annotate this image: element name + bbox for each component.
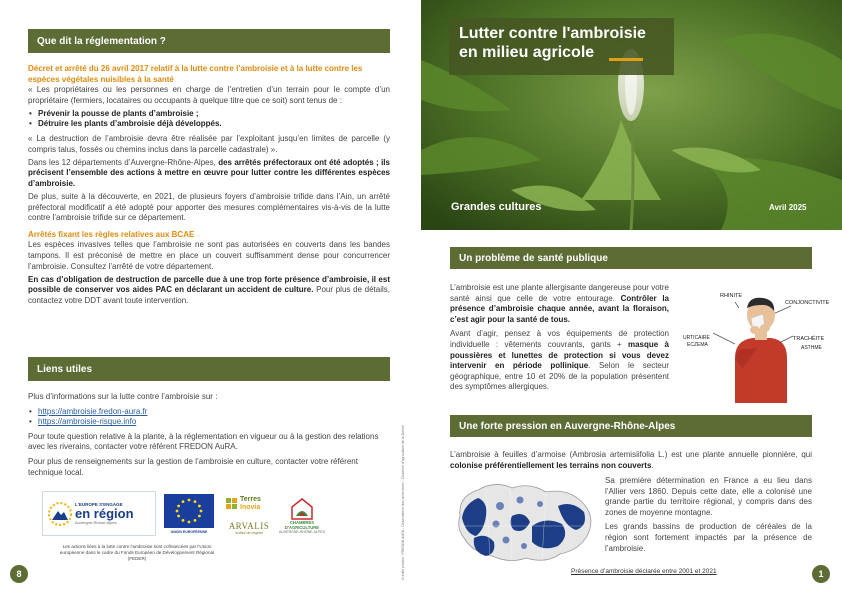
publication-date: Avril 2025 [769, 203, 807, 212]
title-accent-bar [609, 58, 643, 61]
link-fredon[interactable]: https://ambroisie.fredon-aura.fr [38, 406, 148, 416]
arvalis-line2: Institut du végétal [235, 531, 263, 535]
symptom-asthme: ASTHME [801, 345, 822, 351]
presence-map [450, 476, 598, 566]
photo-credits: Crédits photos : FREDON AuRA - Observatoire des ambroisies - Chambre d'agriculture de la Drôme [401, 424, 405, 580]
quote-destruction: « La destruction de l’ambroisie devra être réalisée par l’exploitant jusqu’en limites de parcelle (y compris talus, fossés ou chemins inclus dans la parcelle cadastrale) ». [28, 134, 390, 154]
section-header-label: Une forte pression en Auvergne-Rhône-Alpes [459, 420, 676, 432]
page-number-label: 8 [16, 569, 22, 579]
region-line2: en région [75, 506, 134, 521]
reglementation-body [28, 64, 390, 309]
contact-fredon: Pour toute question relative à la plante, à la réglementation en vigueur ou à la gestion des relations avec les riverains, contacter votre référent FREDON AuRA. [28, 431, 379, 452]
quote-obligations: « Les propriétaires ou les personnes en charge de l’entretien d’un terrain pour le compte d’un propriétaire (fermiers, locataires ou occupants à quelque titre que ce soit) sont tenus de : [28, 85, 390, 105]
depts-text: Dans les 12 départements d’Auvergne-Rhône-Alpes, [28, 157, 219, 167]
logo-union-europeenne [162, 491, 216, 536]
list-item: • Prévenir la pousse de plants d’ambroisie ; [28, 109, 390, 120]
depts-paragraph [28, 158, 390, 190]
protection-bold: masque à poussières et lunettes de protection si vous devez intervenir en période pollinique [450, 339, 670, 371]
logo-arvalis [226, 518, 272, 538]
trifide-paragraph: De plus, suite à la découverte, en 2021, de plusieurs foyers d’ambroisie trifide dans l’Ain, un arrêté préfectoral modificatif a été adopté pour apporter des mesures complémentaires vis-à-vis de la lutte contre l’ambroisie trifide sur ce département. [28, 192, 390, 223]
page-number [10, 565, 28, 583]
symptom-tracheite: TRACHÉITE [793, 336, 825, 342]
pression-bold: colonise préférentiellement les terrains non couverts [450, 460, 652, 470]
symptoms-illustration [673, 278, 838, 403]
logo-europe-region [42, 491, 156, 536]
section-header-pression [450, 415, 812, 437]
section-header-reglementation [28, 29, 390, 53]
section-header-sante [450, 247, 812, 269]
pression-details [605, 476, 812, 557]
symptom-conjonctivite: CONJONCTIVITE [785, 300, 830, 306]
pac-bold: En cas d’obligation de destruction de parcelle due à une trop forte présence d’ambroisie, il est possible de conserver vos aides PAC en déclarant un accident de culture. [28, 274, 390, 295]
chambre-line3: AUVERGNE-RHÔNE-ALPES [279, 530, 325, 534]
cover-photo-ambroisie [421, 0, 842, 230]
brochure-subtitle: Grandes cultures [451, 201, 542, 213]
terres-line1: Terres [240, 496, 261, 503]
section-header-label: Liens utiles [37, 363, 93, 375]
pression-text-end: . [651, 460, 654, 470]
chambre-agri-icon [290, 498, 314, 520]
section-header-label: Un problème de santé publique [459, 252, 608, 264]
liens-intro: Plus d’informations sur la lutte contre l’ambroisie sur : [28, 392, 218, 401]
bcae-title: Arrêtés fixant les règles relatives aux BCAE [28, 229, 195, 239]
pac-paragraph [28, 275, 390, 307]
chambre-line2: D'AGRICULTURE [284, 525, 320, 530]
bcae-text: Les espèces invasives telles que l’ambroisie ne sont pas autorisées en couverts dans les bandes tampons. Il est préconisé de mettre en place un couvert suffisamment dense pour concurrencer l’ambroisie. Consultez l’arrêté de votre département. [28, 240, 390, 271]
front-page [421, 0, 842, 595]
terres-line2: Inovia [240, 504, 261, 511]
section-header-label: Que dit la réglementation ? [37, 35, 166, 47]
logo-terres-inovia [226, 494, 272, 514]
list-item: • Détruire les plants d’ambroisie déjà développés. [28, 119, 390, 130]
sante-bold: Contrôler la présence d’ambroisie chaque année, avant la floraison, c’est agir pour la santé de tous. [450, 293, 669, 324]
protection-text-end: . Selon le secteur géographique, entre 10 et 20% de la population présentent des symptômes allergiques. [450, 361, 669, 392]
section-header-liens [28, 357, 390, 381]
protection-text: Avant d’agir, pensez à vos équipements de protection individuelle : vêtements couvrants, gants + [450, 329, 669, 349]
region-presence-map [450, 476, 598, 566]
terres-inovia-icon [226, 498, 238, 510]
eu-flag-icon [164, 494, 214, 528]
eu-label: UNION EUROPÉENNE [170, 529, 208, 534]
region-line1: L'EUROPE S'ENGAGE [75, 502, 123, 507]
sante-protection [450, 329, 669, 393]
sante-text: L’ambroisie est une plante allergisante dangereuse pour votre santé ainsi que celle de votre entourage. [450, 283, 669, 303]
pression-history: Sa première détermination en France a eu lieu dans l’Allier vers 1860. Depuis cette date, elle a colonisé une grande partie du territoire régional, y compris dans des zones de moyenne montagne. [605, 476, 812, 517]
decret-title: Décret et arrêté du 26 avril 2017 relatif à la lutte contre l’ambroisie et à la lutte contre les espèces végétales nuisibles à la santé [28, 64, 363, 84]
pression-text: L’ambroisie à feuilles d’armoise (Ambrosia artemisiifolia L.) est une plante annuelle pionnière, qui [450, 450, 812, 459]
chambre-line1: CHAMBRES [289, 520, 315, 525]
symptom-eczema: ECZEMA [687, 342, 708, 348]
pression-bassins: Les grands bassins de production de céréales de la région sont fortement impactés par la présence de l’ambroisie. [605, 522, 812, 553]
sante-intro [450, 283, 669, 325]
pac-text: Pour plus de détails, contactez votre DDT avant toute intervention. [28, 285, 391, 305]
sante-body [450, 283, 669, 395]
funding-note: Les actions liées à la lutte contre l’ambroisie sont cofinancées par l’Union européenne dans le cadre du Fonds Européen de Développement Régional (FEDER) [59, 544, 215, 561]
liens-body [28, 392, 390, 481]
depts-bold: des arrêtés préfectoraux ont été adoptés ; ils précisent l’ensemble des actions à mettre en œuvre pour lutter contre les différentes espèces d’ambroisie. [28, 157, 390, 188]
symptom-urticaire: URTICAIRE [683, 335, 710, 341]
map-caption: Présence d’ambroisie déclarée entre 2001 et 2021 [571, 568, 717, 575]
list-item [28, 407, 390, 418]
link-ambroisie-risque[interactable]: https://ambroisie-risque.info [38, 417, 137, 427]
brochure-title: Lutter contre l'ambroisie en milieu agricole [449, 18, 674, 75]
list-item [28, 417, 390, 428]
contact-technique: Pour plus de renseignements sur la gestion de l’ambroisie en culture, contacter votre référent technique local. [28, 456, 358, 477]
obligation-list [28, 109, 390, 130]
page-number [812, 565, 830, 583]
region-line3: Auvergne-Rhône-Alpes [75, 520, 117, 525]
symptom-rhinite: RHINITE [720, 293, 742, 299]
pression-intro [450, 450, 812, 471]
arvalis-line1: ARVALIS [228, 521, 270, 531]
region-mountain-icon [47, 501, 73, 527]
logo-chambres-agriculture [276, 494, 328, 538]
page-number-label: 1 [818, 569, 824, 579]
link-list [28, 407, 390, 428]
